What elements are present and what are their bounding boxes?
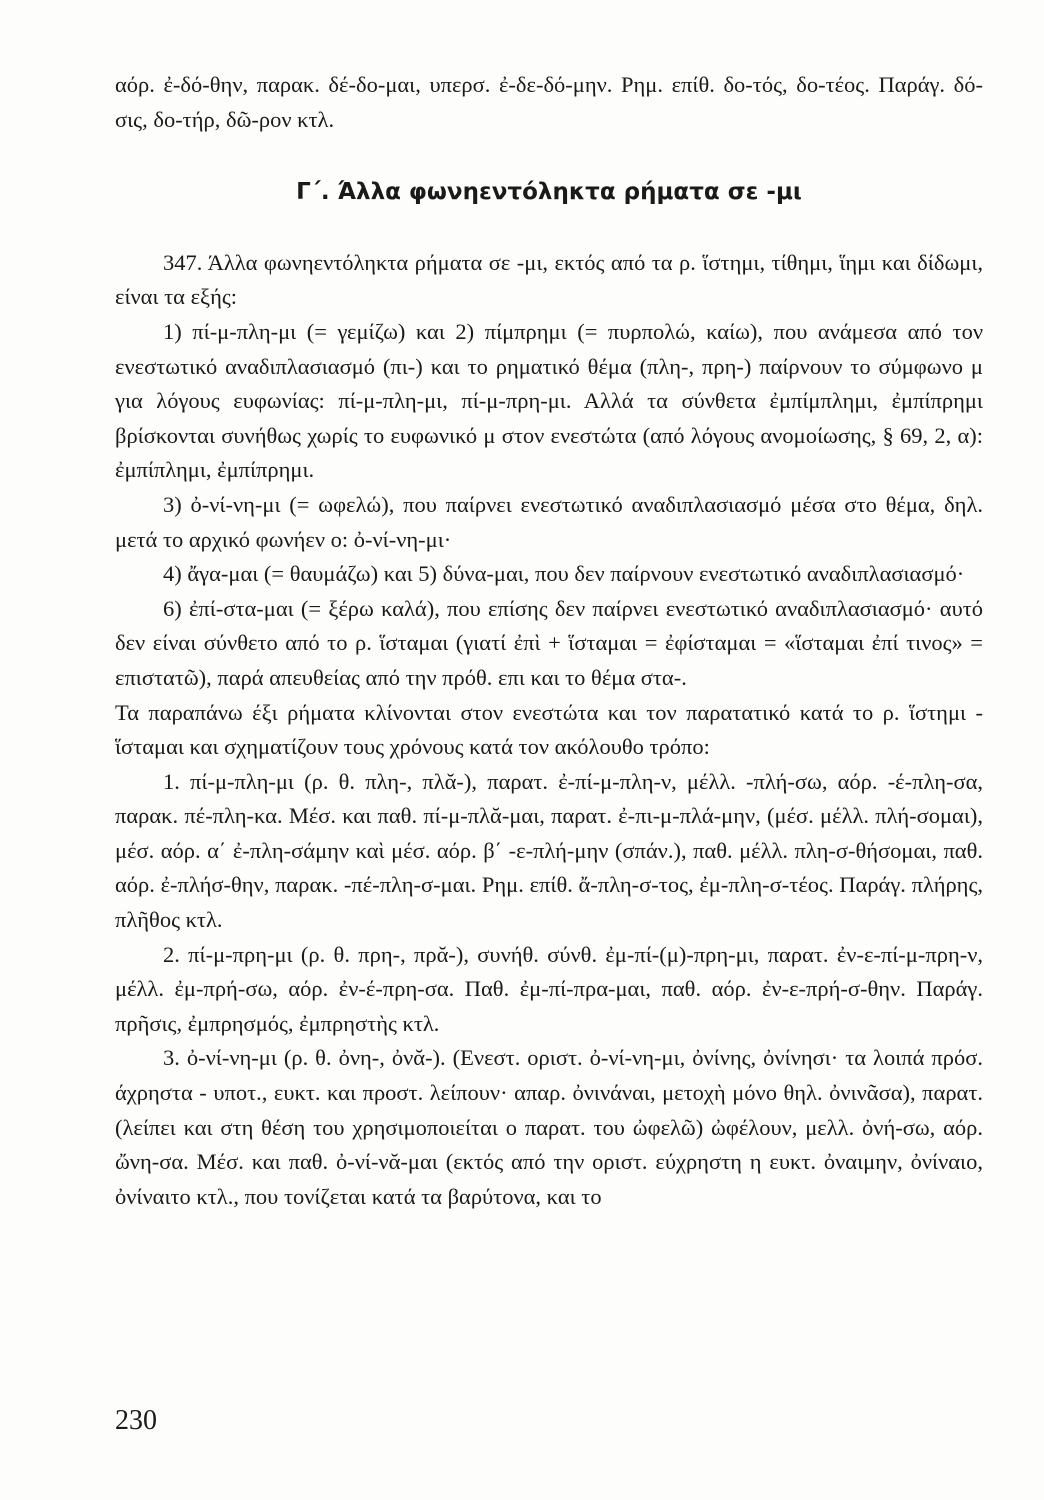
paragraph-conjugation-intro: Τα παραπάνω έξι ρήματα κλίνονται στον ενεστώτα και τον παρατατικό κατά το ρ. ἵστημι - ἵσταμαι και σχηματίζουν τους χρόνους κατά τον ακόλουθο τρόπο: <box>115 699 983 760</box>
section-heading: Γ΄. Άλλα φωνηεντόληκτα ρήματα σε -μι <box>296 179 802 206</box>
paragraph-item-4-5: 4) ἄγα-μαι (= θαυμάζω) και 5) δύνα-μαι, που δεν παίρνουν ενεστωτικό αναδιπλασιασμό· <box>163 561 965 587</box>
paragraph-oninemi: 3. ὀ-νί-νη-μι (ρ. θ. ὀνη-, ὀνᾰ-). (Ενεστ. οριστ. ὀ-νί-νη-μι, ὀνίνης, ὀνίνησι· τα λοιπά πρόσ. άχρηστα - υποτ., ευκτ. και προστ. λείπουν· απαρ. ὀνινάναι, μετοχὴ μόνο θηλ. ὀνινᾶσα), παρατ. (λείπει και στη θέση του χρησιμοποιείται ο παρατ. του ὠφελῶ) ὠφέλουν, μελλ. ὀνή-σω, αόρ. ὤνη-σα. Μέσ. και παθ. ὀ-νί-νᾰ-μαι (εκτός από την οριστ. εύχρηστη η ευκτ. ὀναιμην, ὀνίναιο, ὀνίναιτο κτλ., που τονίζεται κατά τα βαρύτονα, και το <box>115 1045 983 1209</box>
page-number: 230 <box>115 1405 157 1436</box>
paragraph-item-1-2: 1) πί-μ-πλη-μι (= γεμίζω) και 2) πίμπρημι (= πυρπολώ, καίω), που ανάμεσα από τον ενεστωτικό αναδιπλασιασμό (πι-) και το ρηματικό θέμα (πλη-, πρη-) παίρνουν το σύμφωνο μ για λόγους ευφωνίας: πί-μ-πλη-μι, πί-μ-πρη-μι. Αλλά τα σύνθετα ἐμπίμπλημι, ἐμπίπρημι βρίσκονται συνήθως χωρίς το ευφωνικό μ στον ενεστώτα (από λόγους ανομοίωσης, § 69, 2, α): ἐμπίπλημι, ἐμπίπρημι. <box>115 318 983 483</box>
paragraph-item-6: 6) ἐπί-στα-μαι (= ξέρω καλά), που επίσης δεν παίρνει ενεστωτικό αναδιπλασιασμό· αυτό δεν είναι σύνθετο από το ρ. ἵσταμαι (γιατί ἐπὶ + ἵσταμαι = ἐφίσταμαι = «ἵσταμαι ἐπί τινος» = επιστατῶ), παρά απευθείας από την πρόθ. επι και το θέμα στα-. <box>115 595 983 690</box>
paragraph-pimplemi: 1. πί-μ-πλη-μι (ρ. θ. πλη-, πλᾰ-), παρατ. ἐ-πί-μ-πλη-ν, μέλλ. -πλή-σω, αόρ. -έ-πλη-σα, παρακ. πέ-πλη-κα. Μέσ. και παθ. πί-μ-πλᾰ-μαι, παρατ. ἐ-πι-μ-πλά-μην, (μέσ. μέλλ. πλή-σομαι), μέσ. αόρ. α΄ ἐ-πλη-σάμην καὶ μέσ. αόρ. β΄ -ε-πλή-μην (σπάν.), παθ. μέλλ. πλη-σ-θήσομαι, παθ. αόρ. ἐ-πλήσ-θην, παρακ. -πέ-πλη-σ-μαι. Ρημ. επίθ. ἄ-πλη-σ-τος, ἐμ-πλη-σ-τέος. Παράγ. πλήρης, πλῆθος κτλ. <box>115 768 983 933</box>
paragraph-continuation: αόρ. ἐ-δό-θην, παρακ. δέ-δο-μαι, υπερσ. ἐ-δε-δό-μην. Ρημ. επίθ. δο-τός, δο-τέος. Παράγ. δό-σις, δο-τήρ, δῶ-ρον κτλ. <box>115 72 983 132</box>
paragraph-item-3: 3) ὀ-νί-νη-μι (= ωφελώ), που παίρνει ενεστωτικό αναδιπλασιασμό μέσα στο θέμα, δηλ. μετά το αρχικό φωνήεν ο: ὀ-νί-νη-μι· <box>115 491 983 552</box>
text-body <box>115 68 983 1214</box>
paragraph-pimpremi: 2. πί-μ-πρη-μι (ρ. θ. πρη-, πρᾰ-), συνήθ. σύνθ. ἐμ-πί-(μ)-πρη-μι, παρατ. ἐν-ε-πί-μ-πρη-ν, μέλλ. ἐμ-πρή-σω, αόρ. ἐν-έ-πρη-σα. Παθ. ἐμ-πί-πρα-μαι, παθ. αόρ. ἐν-ε-πρή-σ-θην. Παράγ. πρῆσις, ἐμπρησμός, ἐμπρηστὴς κτλ. <box>115 941 983 1036</box>
paragraph-347: 347. Άλλα φωνηεντόληκτα ρήματα σε -μι, εκτός από τα ρ. ἵστημι, τίθημι, ἵημι και δίδωμι, είναι τα εξής: <box>115 249 983 310</box>
